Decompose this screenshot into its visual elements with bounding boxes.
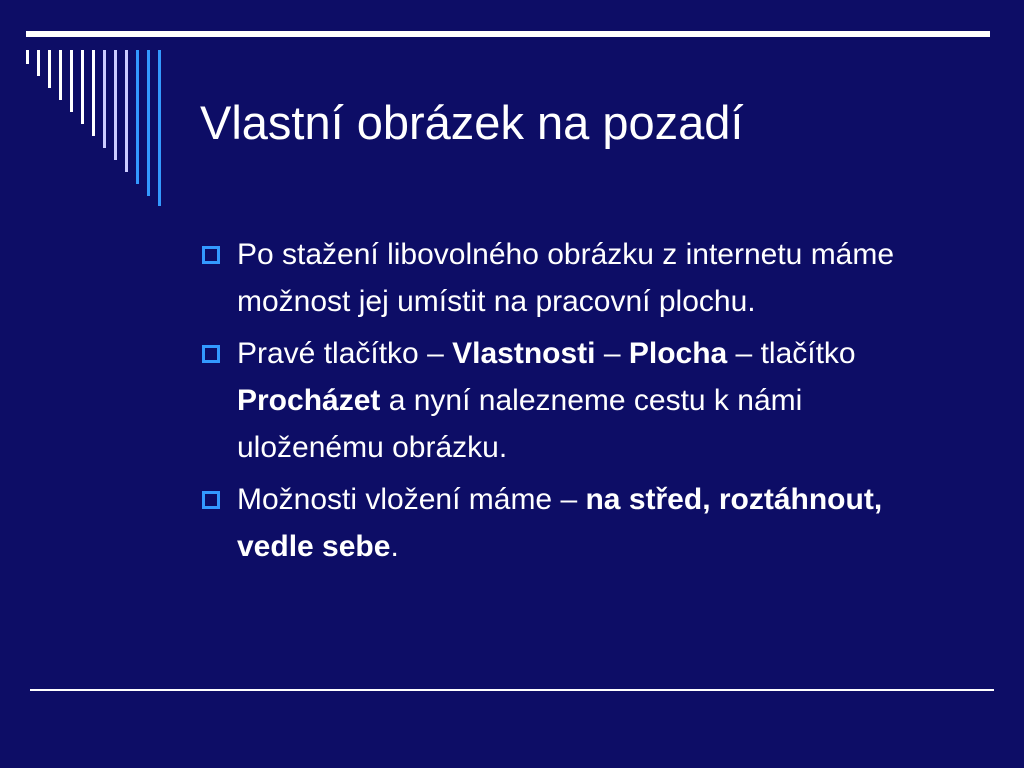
bullet-list (200, 231, 940, 575)
stripe (114, 50, 117, 160)
bullet-bold-segment: Procházet (237, 384, 381, 417)
bullet-text-segment: Po stažení libovolného obrázku z internetu máme možnost jej umístit na pracovní plochu. (237, 238, 895, 318)
stripe (158, 50, 161, 206)
stripe (136, 50, 139, 184)
bullet-item (200, 231, 940, 325)
stripe (26, 50, 29, 64)
bullet-text-segment: – tlačítko (727, 337, 856, 370)
stripe (103, 50, 106, 148)
stripe (125, 50, 128, 172)
stripe (59, 50, 62, 100)
stripe (147, 50, 150, 196)
stripe (70, 50, 73, 112)
bullet-text (237, 483, 882, 563)
hollow-square-bullet-icon (202, 345, 220, 363)
decorative-stripes (0, 0, 170, 210)
bullet-item (200, 330, 940, 471)
slide-title: Vlastní obrázek na pozadí (200, 96, 744, 149)
bullet-bold-segment: Vlastnosti (452, 337, 596, 370)
hollow-square-bullet-icon (202, 491, 220, 509)
bullet-bold-segment: na střed, roztáhnout, vedle sebe (237, 483, 883, 563)
bullet-text (237, 238, 894, 318)
bullet-bold-segment: Plocha (628, 337, 728, 370)
bullet-text-segment: Možnosti vložení máme – (237, 483, 586, 516)
bullet-text-segment: . (390, 530, 399, 563)
stripe (37, 50, 40, 76)
stripe (92, 50, 95, 136)
bullet-text-segment: – (595, 337, 629, 370)
top-rule-line (26, 31, 990, 37)
bullet-text-segment: Pravé tlačítko – (237, 337, 453, 370)
stripe (81, 50, 84, 124)
stripe (48, 50, 51, 88)
bottom-rule-line (30, 689, 994, 691)
bullet-text (237, 337, 856, 464)
hollow-square-bullet-icon (202, 246, 220, 264)
bullet-text-segment: a nyní nalezneme cestu k námi uloženému obrázku. (237, 384, 803, 464)
bullet-item (200, 476, 940, 570)
